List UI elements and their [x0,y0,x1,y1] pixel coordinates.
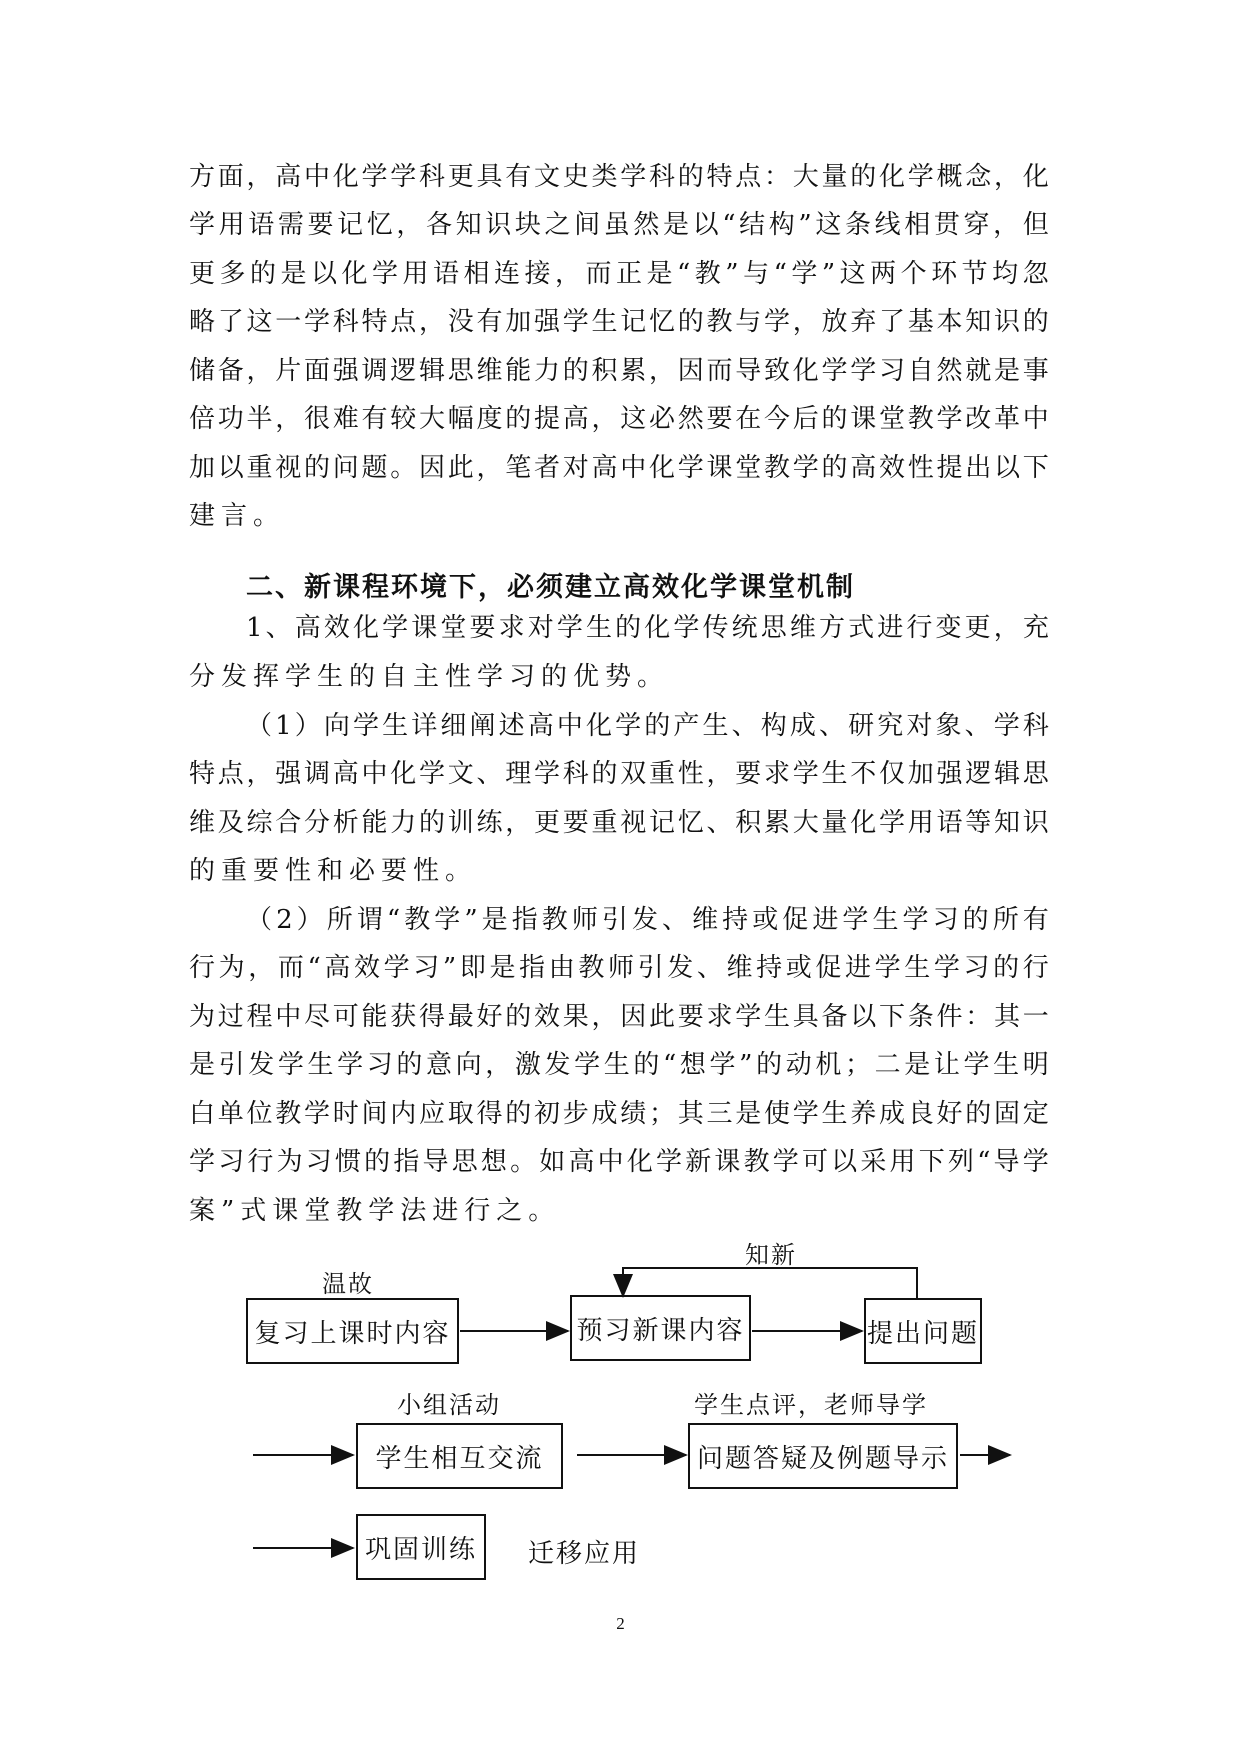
item-line: （ 2 ） 所 谓 “ 教 学 ” 是 指 教 师 引 发 、 维 持 或 促 进 学 生 学 习 的 所 有 [246,905,1049,935]
box-question-text: 提出问题 [866,1318,979,1349]
item-line: 案”式课堂教学法进行之。 [189,1196,561,1226]
paragraph-line: 学 用 语 需 要 记 忆 ， 各 知 识 块 之 间 虽 然 是 以 “ 结 构 ” 这 条 线 相 贯 穿 ， 但 [189,210,1049,240]
box-answer-text: 问题答疑及例题导示 [696,1443,949,1474]
item-line: 白 单 位 教 学 时 间 内 应 取 得 的 初 步 成 绩 ； 其 三 是 使 学 生 养 成 良 好 的 固 定 [189,1099,1049,1129]
item-line: （ 1 ） 向 学 生 详 细 阐 述 高 中 化 学 的 产 生 、 构 成 、 研 究 对 象 、 学 科 [246,711,1049,741]
box-question [864,1298,982,1364]
paragraph-line: 倍 功 半 ， 很 难 有 较 大 幅 度 的 提 高 ， 这 必 然 要 在 今 后 的 课 堂 教 学 改 革 中 [189,404,1049,434]
box-preview-text: 预习新课内容 [576,1315,745,1346]
point-line: 1 、 高 效 化 学 课 堂 要 求 对 学 生 的 化 学 传 统 思 维 方 式 进 行 变 更 ， 充 [246,613,1049,643]
item-line: 维 及 综 合 分 析 能 力 的 训 练 ， 更 要 重 视 记 忆 、 积 累 大 量 化 学 用 语 等 知 识 [189,808,1049,838]
section-heading: 二、新课程环境下，必须建立高效化学课堂机制 [246,572,855,603]
paragraph-line: 方 面 ， 高 中 化 学 学 科 更 具 有 文 史 类 学 科 的 特 点 ： 大 量 的 化 学 概 念 ， 化 [189,162,1049,192]
label-comment-guide: 学生点评，老师导学 [694,1391,928,1419]
paragraph-line: 建言。 [189,501,286,531]
paragraph-line: 储 备 ， 片 面 强 调 逻 辑 思 维 能 力 的 积 累 ， 因 而 导 致 化 学 学 习 自 然 就 是 事 [189,356,1049,386]
box-review-text: 复习上课时内容 [254,1318,451,1349]
item-line: 行 为 ， 而 “ 高 效 学 习 ” 即 是 指 由 教 师 引 发 、 维 持 或 促 进 学 生 学 习 的 行 [189,953,1049,983]
feedback-loop-line [623,1268,917,1298]
paragraph-line: 更 多 的 是 以 化 学 用 语 相 连 接 ， 而 正 是 “ 教 ” 与 “ 学 ” 这 两 个 环 节 均 忽 [189,259,1049,289]
paragraph-line: 加 以 重 视 的 问 题 。 因 此 ， 笔 者 对 高 中 化 学 课 堂 教 学 的 高 效 性 提 出 以 下 [189,453,1049,483]
label-new-knowledge: 知新 [745,1241,797,1269]
item-line: 的重要性和必要性。 [189,856,478,886]
box-exchange [356,1423,563,1489]
item-line: 是 引 发 学 生 学 习 的 意 向 ， 激 发 学 生 的 “ 想 学 ” 的 动 机 ； 二 是 让 学 生 明 [189,1050,1049,1080]
item-line: 为 过 程 中 尽 可 能 获 得 最 好 的 效 果 ， 因 此 要 求 学 生 具 备 以 下 条 件 ： 其 一 [189,1002,1049,1032]
item-line: 特 点 ， 强 调 高 中 化 学 文 、 理 学 科 的 双 重 性 ， 要 求 学 生 不 仅 加 强 逻 辑 思 [189,759,1049,789]
box-preview [570,1295,751,1361]
item-line: 学 习 行 为 习 惯 的 指 导 思 想 。 如 高 中 化 学 新 课 教 学 可 以 采 用 下 列 “ 导 学 [189,1147,1049,1177]
box-practice-text: 巩固训练 [364,1534,477,1565]
box-practice [356,1514,486,1580]
box-answer [688,1423,958,1489]
page-number: 2 [616,1614,625,1633]
box-exchange-text: 学生相互交流 [375,1443,544,1474]
point-line: 分发挥学生的自主性学习的优势。 [189,662,670,692]
label-review: 温故 [322,1270,374,1298]
paragraph-line: 略 了 这 一 学 科 特 点 ， 没 有 加 强 学 生 记 忆 的 教 与 学 ， 放 弃 了 基 本 知 识 的 [189,307,1049,337]
label-group-activity: 小组活动 [397,1391,501,1419]
label-apply: 迁移应用 [528,1539,641,1569]
box-review [246,1298,459,1364]
